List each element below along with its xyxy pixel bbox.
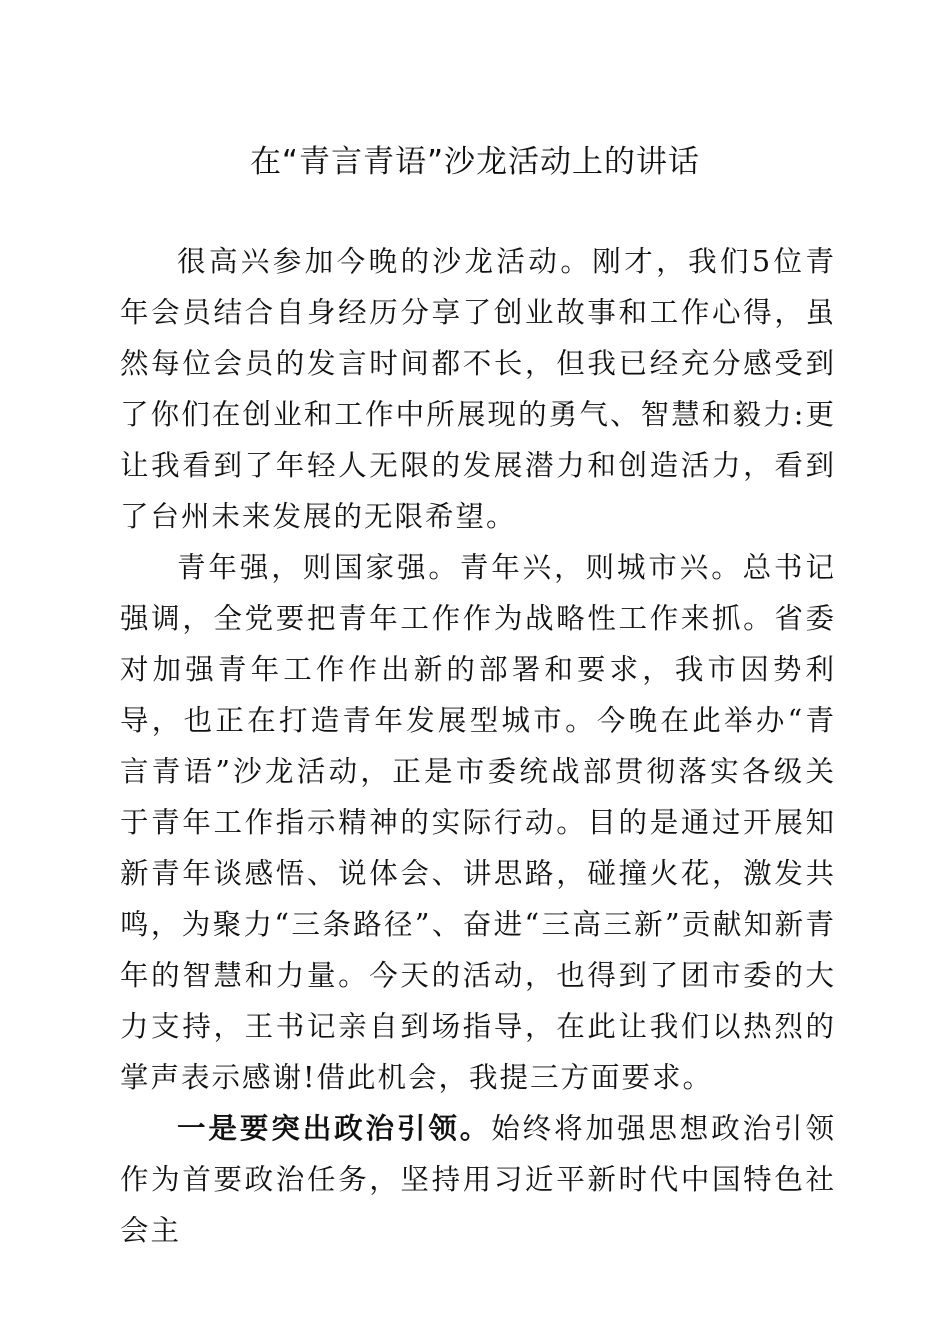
paragraph-3-text: 始终将加强思想政治引领作为首要政治任务，坚持用习近平新时代中国特色社会主 [120,1112,836,1247]
paragraph-2 [120,542,836,1103]
document-body [120,236,836,1256]
paragraph-3-lead: 一是要突出政治引领。 [177,1112,492,1145]
document-title: 在“青言青语”沙龙活动上的讲话 [249,144,701,180]
paragraph-3 [120,1103,836,1256]
paragraph-2-text: 青年强，则国家强。青年兴，则城市兴。总书记强调，全党要把青年工作作为战略性工作来抓。省委对加强青年工作作出新的部署和要求，我市因势利导，也正在打造青年发展型城市。今晚在此举办“青言青语”沙龙活动，正是市委统战部贯彻落实各级关于青年工作指示精神的实际行动。目的是通过开展知新青年谈感悟、说体会、讲思路，碰撞火花，激发共鸣，为聚力“三条路径”、奋进“三高三新”贡献知新青年的智慧和力量。今天的活动，也得到了团市委的大力支持，王书记亲自到场指导，在此让我们以热烈的掌声表示感谢!借此机会，我提三方面要求。 [120,551,836,1094]
paragraph-1-text: 很高兴参加今晚的沙龙活动。刚才，我们5位青年会员结合自身经历分享了创业故事和工作心得，虽然每位会员的发言时间都不长，但我已经充分感受到了你们在创业和工作中所展现的勇气、智慧和毅力:更让我看到了年轻人无限的发展潜力和创造活力，看到了台州未来发展的无限希望。 [120,245,836,533]
paragraph-1 [120,236,836,542]
